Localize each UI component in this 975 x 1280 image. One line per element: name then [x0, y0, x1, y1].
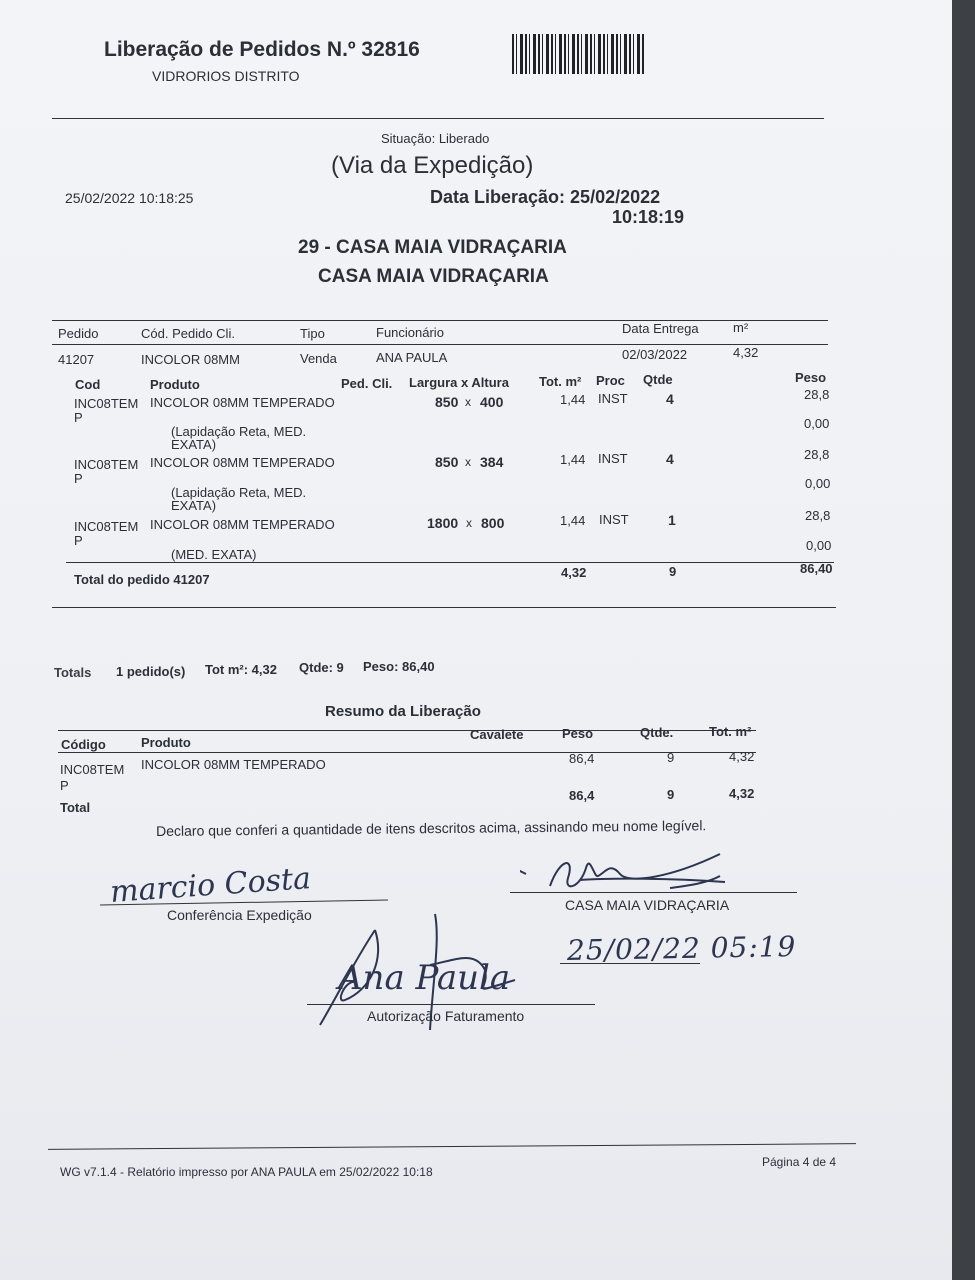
summary-col-tot-m2: Tot. m² — [709, 724, 752, 739]
summary-row-peso: 86,4 — [569, 751, 595, 766]
order-total-m2: 4,32 — [561, 565, 587, 580]
situation-text: Situação: Liberado — [381, 131, 490, 146]
value-tipo: Venda — [300, 351, 337, 366]
via-title: (Via da Expedição) — [331, 152, 534, 179]
summary-total-qtde: 9 — [667, 787, 675, 802]
col-produto: Produto — [150, 377, 200, 392]
summary-row-codigo: INC08TEM — [60, 762, 125, 777]
label-funcionario: Funcionário — [376, 325, 444, 340]
col-qtde: Qtde — [643, 372, 673, 387]
label-tipo: Tipo — [300, 326, 325, 341]
col-cod: Cod — [75, 377, 101, 392]
label-pedido: Pedido — [58, 326, 99, 341]
row-x: x — [465, 455, 471, 469]
order-total-peso: 86,40 — [800, 561, 833, 576]
row-cod-cont: P — [74, 410, 83, 425]
order-total-qtde: 9 — [669, 564, 677, 579]
row-tot-m2: 1,44 — [560, 392, 586, 407]
row-qtde: 1 — [668, 512, 676, 528]
value-data-entrega: 02/03/2022 — [622, 347, 688, 362]
row-proc: INST — [599, 512, 629, 527]
col-ped-cli: Ped. Cli. — [341, 376, 393, 391]
row-note: (Lapidação Reta, MED. — [171, 485, 307, 500]
col-largura-altura: Largura x Altura — [409, 375, 509, 390]
summary-col-cavalete: Cavalete — [470, 727, 524, 742]
summary-total-label: Total — [60, 800, 91, 815]
row-proc: INST — [598, 391, 628, 406]
label-data-entrega: Data Entrega — [622, 321, 699, 336]
row-x: x — [465, 395, 471, 409]
row-note: (Lapidação Reta, MED. — [171, 424, 307, 439]
summary-col-peso: Peso — [562, 726, 594, 741]
totals-m2: Tot m²: 4,32 — [205, 662, 277, 677]
divider — [52, 607, 836, 608]
summary-row-codigo-cont: P — [60, 778, 69, 793]
release-date: Data Liberação: 25/02/2022 — [430, 187, 661, 207]
col-proc: Proc — [596, 373, 625, 388]
row-peso: 28,8 — [804, 447, 830, 462]
conferencia-signature: marcio Costa — [109, 861, 313, 910]
divider — [58, 752, 756, 753]
row-tot-m2: 1,44 — [560, 513, 586, 528]
divider — [66, 562, 834, 563]
row-produto: INCOLOR 08MM TEMPERADO — [150, 395, 335, 410]
row-largura: 1800 — [427, 515, 459, 531]
row-largura: 850 — [435, 454, 459, 470]
row-peso: 28,8 — [805, 508, 831, 523]
row-note-peso: 0,00 — [806, 538, 832, 553]
row-altura: 800 — [481, 515, 505, 531]
col-peso: Peso — [795, 370, 827, 385]
label-m2: m² — [733, 320, 749, 335]
col-tot-m2: Tot. m² — [539, 374, 582, 389]
row-note-peso: 0,00 — [804, 416, 830, 431]
row-largura: 850 — [435, 394, 459, 410]
row-qtde: 4 — [666, 451, 674, 467]
row-note-cont: EXATA) — [171, 498, 217, 513]
row-produto: INCOLOR 08MM TEMPERADO — [150, 455, 335, 470]
row-note: (MED. EXATA) — [171, 547, 257, 562]
row-produto: INCOLOR 08MM TEMPERADO — [150, 517, 335, 532]
client-label: CASA MAIA VIDRAÇARIA — [565, 897, 730, 913]
row-proc: INST — [598, 451, 628, 466]
row-cod: INC08TEM — [74, 396, 139, 411]
report-title: Liberação de Pedidos N.º 32816 — [104, 38, 420, 61]
summary-row-qtde: 9 — [667, 750, 675, 765]
divider — [52, 344, 828, 345]
summary-total-peso: 86,4 — [569, 788, 595, 803]
totals-peso: Peso: 86,40 — [363, 659, 435, 674]
row-note-cont: EXATA) — [171, 437, 217, 452]
summary-row-produto: INCOLOR 08MM TEMPERADO — [141, 757, 326, 772]
row-note-peso: 0,00 — [805, 476, 831, 491]
row-cod: INC08TEM — [74, 457, 139, 472]
totals-label: Totals — [54, 665, 92, 680]
row-cod-cont: P — [74, 533, 83, 548]
autorizacao-label: Autorização Faturamento — [367, 1008, 525, 1024]
summary-title: Resumo da Liberação — [325, 703, 481, 720]
summary-col-produto: Produto — [141, 735, 191, 750]
label-cod-pedido-cli: Cód. Pedido Cli. — [141, 326, 235, 341]
totals-qtde: Qtde: 9 — [299, 660, 344, 675]
client-name-2: CASA MAIA VIDRAÇARIA — [318, 266, 549, 287]
summary-row-tot-m2: 4,32 — [729, 749, 755, 764]
totals-pedidos: 1 pedido(s) — [116, 664, 186, 679]
declaration-text: Declaro que conferi a quantidade de itens descritos acima, assinando meu nome legível. — [156, 817, 707, 839]
barcode-image — [512, 34, 646, 74]
row-altura: 384 — [480, 454, 504, 470]
conferencia-label: Conferência Expedição — [167, 907, 312, 923]
row-x: x — [466, 516, 472, 530]
row-cod-cont: P — [74, 471, 83, 486]
row-tot-m2: 1,44 — [560, 452, 586, 467]
summary-col-qtde: Qtde. — [640, 725, 674, 740]
summary-total-tot-m2: 4,32 — [729, 786, 755, 801]
page-number: Página 4 de 4 — [762, 1155, 837, 1169]
value-funcionario: ANA PAULA — [376, 350, 448, 365]
divider — [52, 320, 828, 321]
value-cod-pedido-cli: INCOLOR 08MM — [141, 352, 240, 367]
release-time: 10:18:19 — [612, 207, 685, 227]
row-altura: 400 — [480, 394, 504, 410]
client-name-1: 29 - CASA MAIA VIDRAÇARIA — [298, 237, 567, 258]
printed-datetime: 25/02/2022 10:18:25 — [65, 190, 194, 206]
row-cod: INC08TEM — [74, 519, 139, 534]
value-pedido: 41207 — [58, 352, 95, 367]
handwritten-date: 25/02/22 05:19 — [566, 930, 797, 967]
autorizacao-signature: Ana Paula — [338, 958, 511, 998]
divider — [52, 118, 824, 119]
value-m2: 4,32 — [733, 345, 759, 360]
footer-info: WG v7.1.4 - Relatório impresso por ANA PAULA em 25/02/2022 10:18 — [60, 1165, 433, 1179]
row-qtde: 4 — [666, 391, 674, 407]
company-name: VIDRORIOS DISTRITO — [152, 68, 300, 84]
summary-col-codigo: Código — [61, 737, 106, 752]
row-peso: 28,8 — [804, 387, 830, 402]
order-total-label: Total do pedido 41207 — [74, 572, 210, 587]
signature-line — [560, 963, 700, 964]
divider — [48, 1143, 856, 1150]
